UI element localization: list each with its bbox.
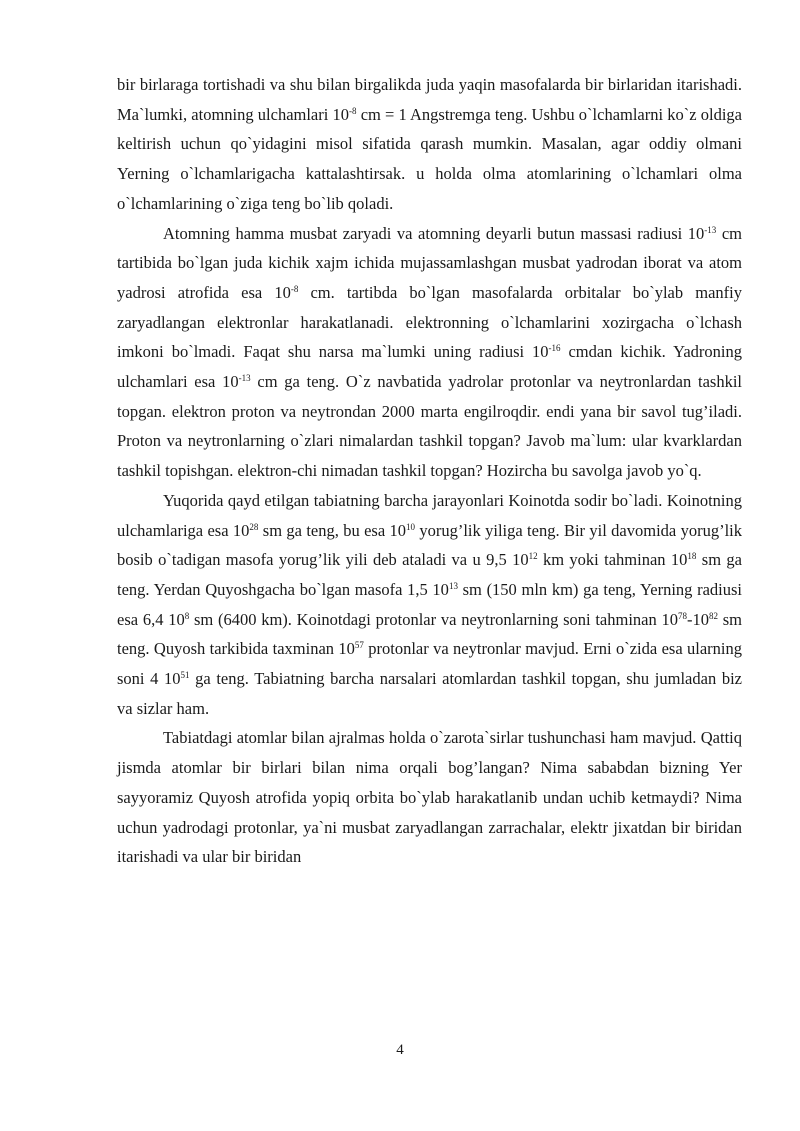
text-run: Tabiatdagi atomlar bilan ajralmas holda o`zarota`sirlar tushunchasi ham mavjud. Qattiq jismda atomlar bir birlari bilan nima orqali bog’langan? Nima sababdan bizning Yer sayyoramiz Quyosh atrofida yopiq orbita bo`ylab harakatlanib undan uchib ketmaydi? Nima uchun yadrodagi protonlar, ya`ni musbat zaryadlangan zarrachalar, elektr jixatdan bir biridan itarishadi va ular bir biridan [117, 728, 742, 867]
exponent: 51 [180, 670, 190, 681]
exponent: -8 [349, 105, 357, 116]
exponent: 10 [406, 521, 415, 532]
exponent: 12 [528, 551, 538, 562]
text-run: protonlar va neytronlar mavjud. Erni o`zida esa ularning soni 4 10 [117, 639, 742, 689]
text-run: cm ga teng. O`z navbatida yadrolar protonlar va neytronlardan tashkil topgan. elektron proton va neytrondan 2000 marta engilroqdir. endi yana bir savol tug’iladi. Proton va neytronlarning o`zlari nimalardan tashkil topgan? Javob ma`lum: ular kvarklardan tashkil topishgan. elektron-chi nimadan tashkil topgan? Hozircha bu savolga javob yo`q. [117, 372, 742, 481]
exponent: -8 [290, 283, 299, 294]
exponent: 18 [687, 551, 697, 562]
text-run: Atomning hamma musbat zaryadi va atomning deyarli butun massasi radiusi 10 [163, 223, 705, 243]
exponent: 57 [354, 640, 364, 651]
text-run: cm = 1 Angstremga teng. Ushbu o`lchamlarni ko`z oldiga keltirish uchun qo`yidagini misol sifatida qarash mumkin. Masalan, agar oddiy olmani Yerning o`lchamlarigacha kattalashtirsak. u holda olma atomlarining o`lchamlari olma o`lchamlarining o`ziga teng bo`lib qoladi. [117, 104, 742, 213]
text-run: km yoki tahminan 10 [537, 550, 688, 570]
text-run: cmdan kichik. Yadroning ulchamlari esa 10 [117, 342, 742, 392]
exponent: 28 [249, 521, 259, 532]
page-number: 4 [396, 1042, 404, 1058]
text-run: sm (6400 km). Koinotdagi protonlar va neytronlarning soni tahminan 10 [189, 609, 678, 629]
text-run: bir birlaraga tortishadi va shu bilan birgalikda juda yaqin masofalarda bir birlaridan itarishadi. Ma`lumki, atomning ulchamlari 10 [117, 75, 742, 124]
text-run: Yuqorida qayd etilgan tabiatning barcha jarayonlari Koinotda sodir bo`ladi. Koinotning ulchamlariga esa 10 [117, 490, 742, 540]
paragraph-2 [117, 219, 742, 486]
exponent: 82 [709, 610, 718, 621]
paragraph-1 [117, 70, 742, 219]
exponent: 8 [184, 610, 190, 621]
text-run: ga teng. Tabiatning barcha narsalari atomlardan tashkil topgan, shu jumladan biz va sizlar ham. [117, 669, 742, 718]
paragraph-4 [117, 723, 742, 872]
paragraph-3 [117, 486, 742, 724]
text-run: cm. tartibda bo`lgan masofalarda orbitalar bo`ylab manfiy zaryadlangan elektronlar harakatlanadi. elektronning o`lchamlarini xozirgacha o`lchash imkoni bo`lmadi. Faqat shu narsa ma`lumki uning radiusi 10 [117, 282, 742, 362]
text-run: cm tartibida bo`lgan juda kichik xajm ichida mujassamlashgan musbat yadrodan iborat va atom yadrosi atrofida esa 10 [117, 223, 742, 302]
text-run: sm ga teng. Yerdan Quyoshgacha bo`lgan masofa 1,5 10 [117, 550, 742, 599]
text-run: sm (150 mln km) ga teng, Yerning radiusi esa 6,4 10 [117, 579, 742, 629]
exponent: 13 [448, 580, 458, 591]
text-run: sm ga teng, bu esa 10 [258, 520, 406, 540]
text-run: sm teng. Quyosh tarkibida taxminan 10 [117, 609, 743, 659]
exponent: -13 [704, 224, 717, 235]
exponent: -13 [238, 373, 251, 384]
text-run: yorug’lik yiliga teng. Bir yil davomida yorug’lik bosib o`tadigan masofa yorug’lik yili deb ataladi va u 9,5 10 [117, 520, 742, 570]
exponent: 78 [678, 610, 687, 621]
text-run: -10 [687, 609, 709, 629]
exponent: -16 [548, 343, 561, 354]
document-body [117, 70, 742, 872]
